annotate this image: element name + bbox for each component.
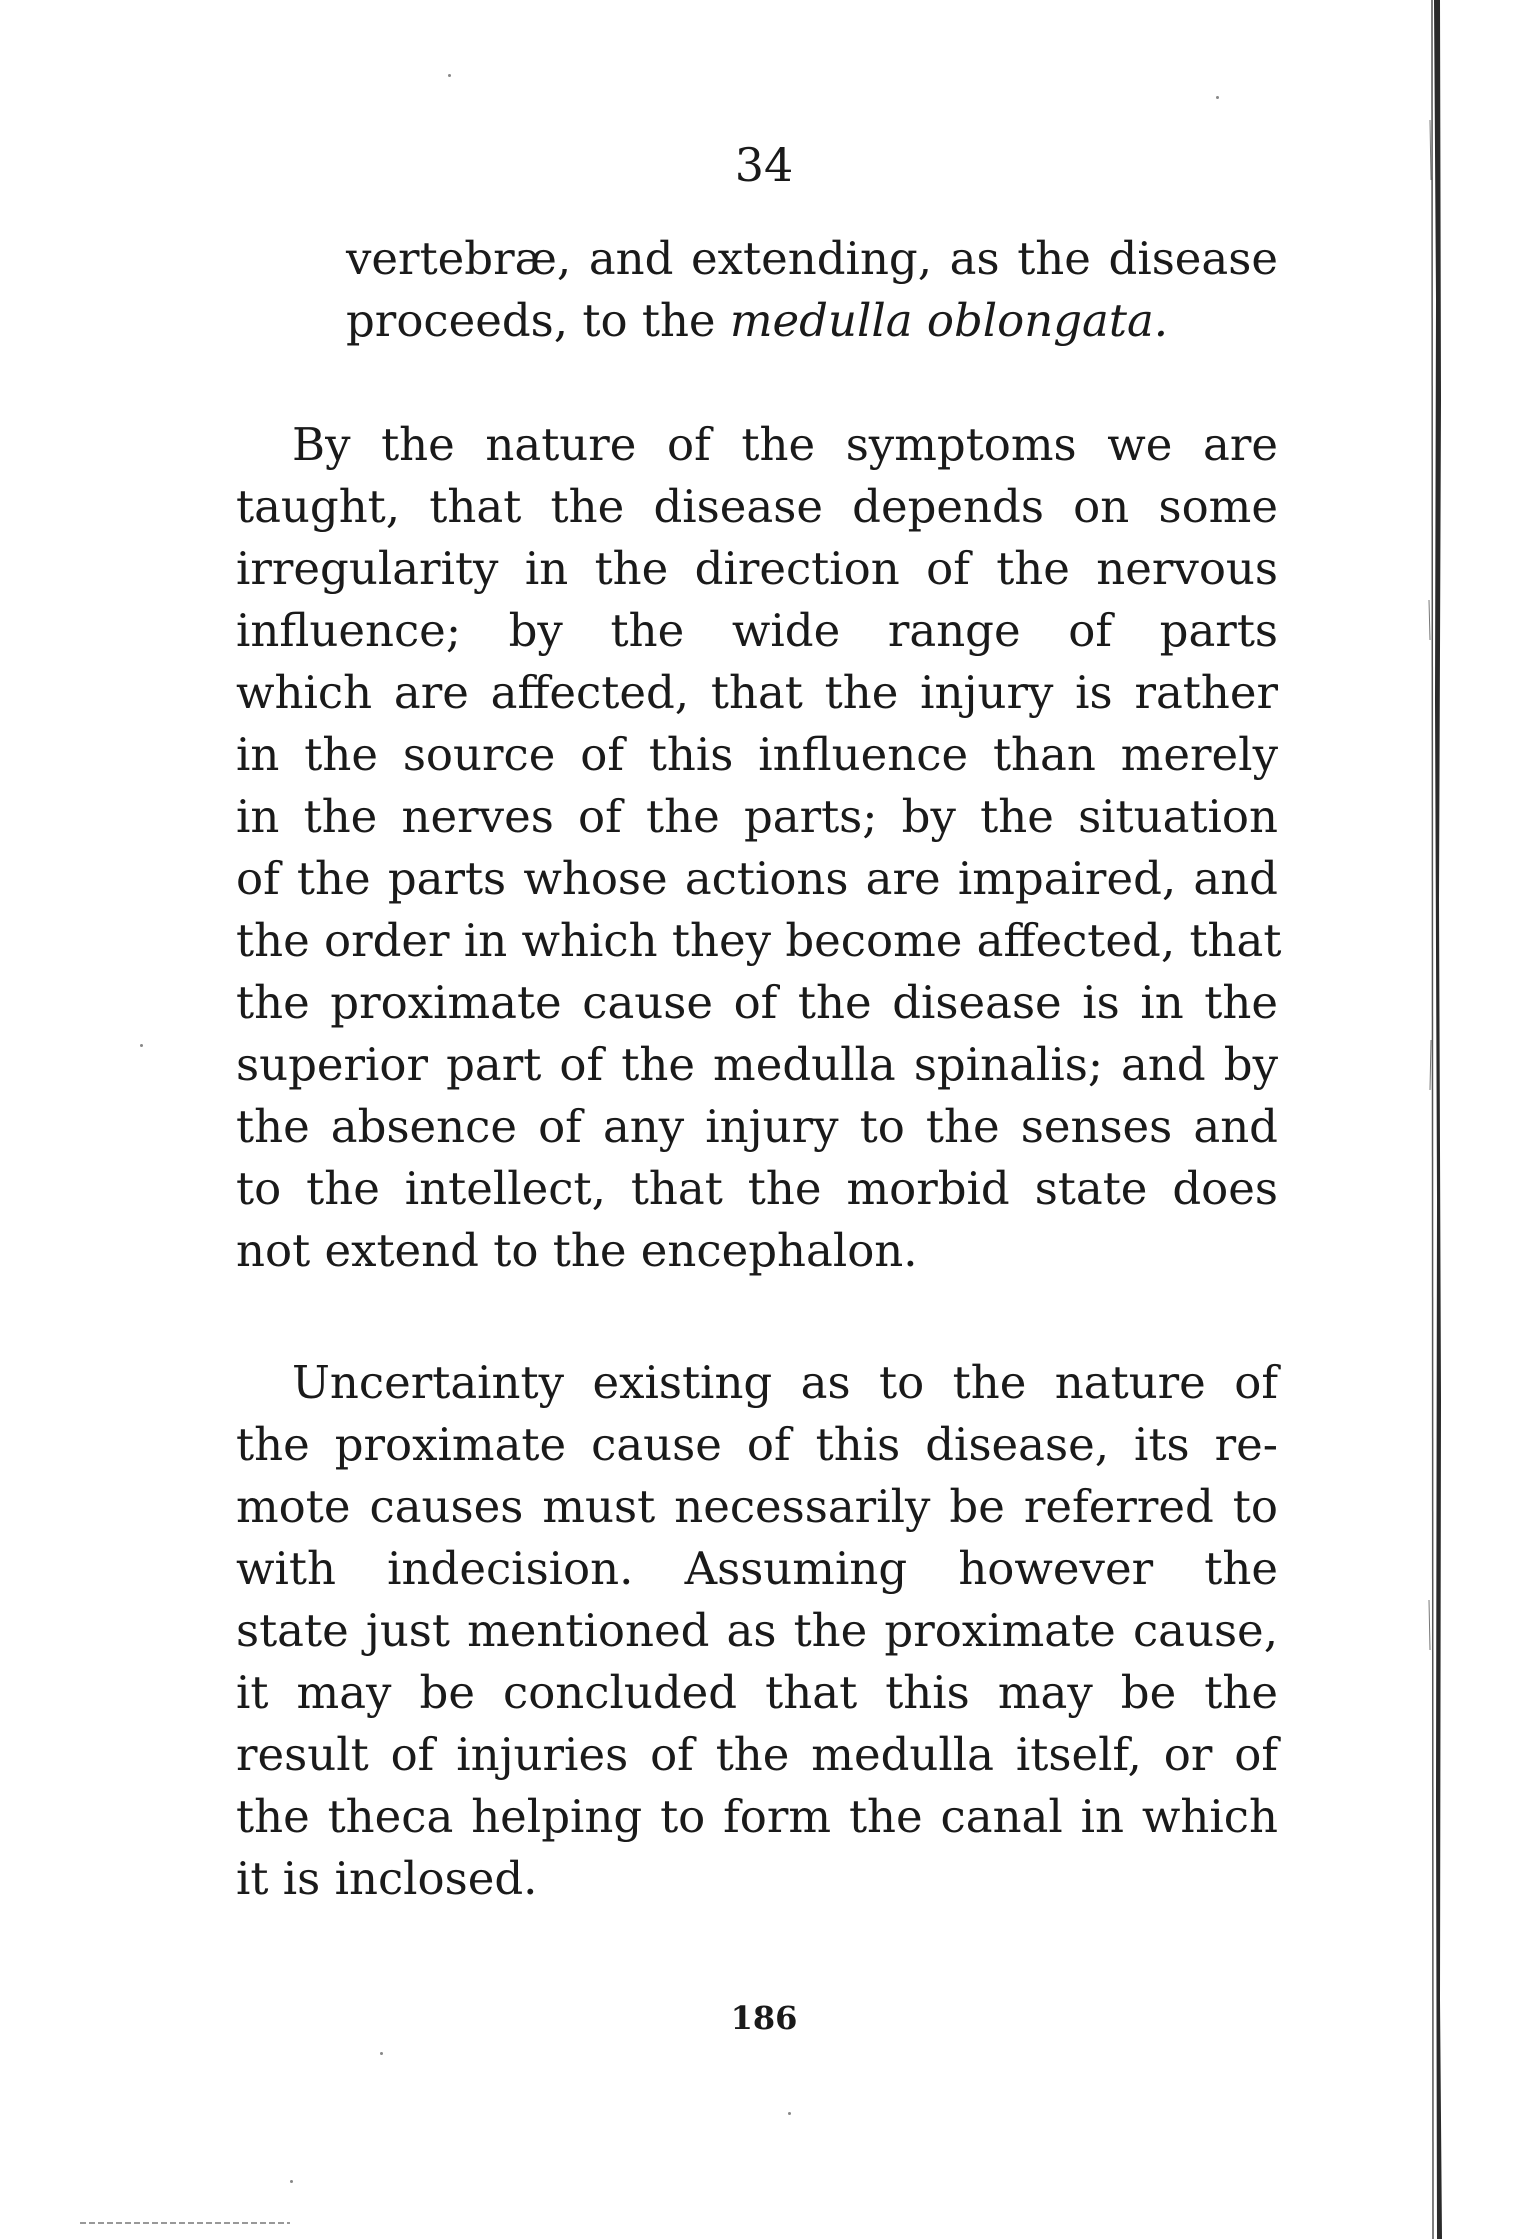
- gutter-speckle: [1429, 120, 1431, 1650]
- paragraph-1: [236, 414, 1282, 1282]
- scan-speck: [290, 2180, 293, 2183]
- text-line: the absence of any injury to the senses and: [236, 1100, 1278, 1153]
- text-line: to the intellect, that the morbid state does: [236, 1162, 1278, 1215]
- text-line: vertebræ, and extending, as the disease: [346, 232, 1278, 285]
- text-line: irregularity in the direction of the nervous: [236, 542, 1278, 595]
- text-line: state just mentioned as the proximate cause,: [236, 1604, 1278, 1657]
- scan-speck: [140, 1044, 143, 1047]
- text-line: it is inclosed.: [236, 1852, 538, 1905]
- text-fragment: proceeds, to the: [346, 294, 730, 347]
- page-number-text: 34: [734, 138, 794, 192]
- text-line: taught, that the disease depends on some: [236, 480, 1278, 533]
- text-line: it may be concluded that this may be the: [236, 1666, 1278, 1719]
- text-line: in the source of this influence than merely: [236, 728, 1278, 781]
- text-line: superior part of the medulla spinalis; and by: [236, 1038, 1278, 1091]
- text-line: influence; by the wide range of parts: [236, 604, 1278, 657]
- italic-term: medulla oblongata.: [729, 294, 1169, 347]
- sheet-number: 186: [730, 1999, 798, 2037]
- continuation-text: [236, 228, 1278, 352]
- text-line: the proximate cause of the disease is in the: [236, 976, 1278, 1029]
- scan-edge-mark: [80, 2222, 290, 2224]
- text-line: of the parts whose actions are impaired, and: [236, 852, 1278, 905]
- text-line: result of injuries of the medulla itself, or of: [236, 1728, 1278, 1781]
- binding-edge: [1428, 0, 1450, 2239]
- text-line: mote causes must necessarily be referred to: [236, 1480, 1278, 1533]
- text-line: the theca helping to form the canal in which: [236, 1790, 1278, 1843]
- scan-speck: [1216, 96, 1219, 99]
- text-line: which are affected, that the injury is rather: [236, 666, 1278, 719]
- scan-speck: [380, 2052, 383, 2055]
- text-line: the order in which they become affected, that: [236, 914, 1282, 967]
- text-line: the proximate cause of this disease, its re-: [236, 1418, 1278, 1471]
- scan-speck: [788, 2112, 791, 2115]
- text-line: with indecision. Assuming however the: [236, 1542, 1278, 1595]
- text-line: Uncertainty existing as to the nature of: [292, 1356, 1278, 1409]
- gutter-line: [1432, 0, 1433, 2239]
- gutter-shadow: [1434, 0, 1442, 2239]
- text-line: not extend to the encephalon.: [236, 1224, 918, 1277]
- page-number: [0, 135, 1528, 195]
- scan-speck: [448, 74, 451, 77]
- text-line: By the nature of the symptoms we are: [292, 418, 1278, 471]
- text-line: [346, 290, 1278, 352]
- text-line: in the nerves of the parts; by the situation: [236, 790, 1278, 843]
- paragraph-2: [236, 1352, 1278, 1910]
